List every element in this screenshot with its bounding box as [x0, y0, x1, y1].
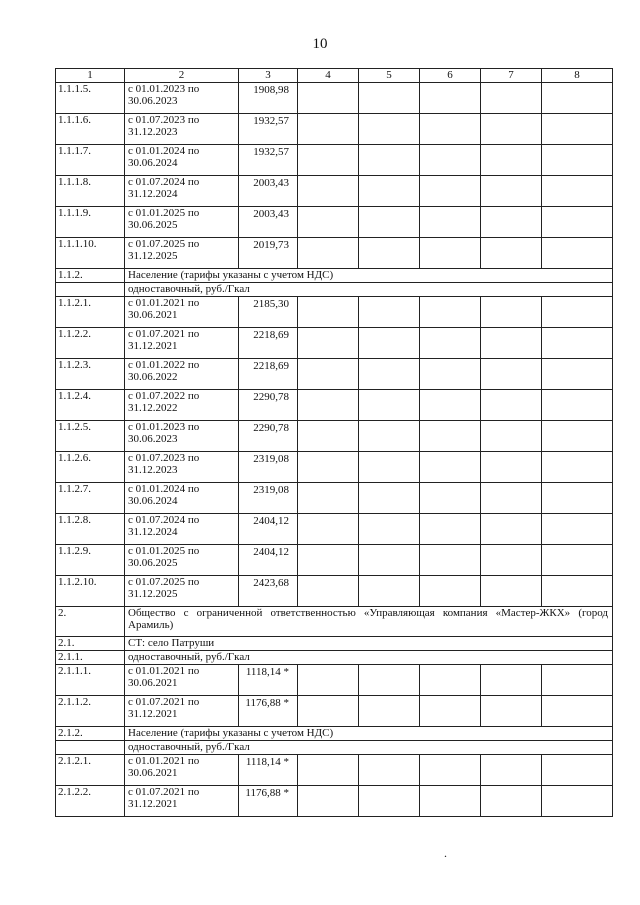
row-empty-cell-7 [481, 328, 542, 359]
table-header-row [56, 69, 613, 83]
row-empty-cell-5 [359, 114, 420, 145]
row-number: 2.1.1.2. [56, 696, 125, 727]
row-number: 1.1.1.10. [56, 238, 125, 269]
row-number: 1.1.1.8. [56, 176, 125, 207]
row-empty-cell-5 [359, 145, 420, 176]
row-empty-cell-4 [298, 452, 359, 483]
row-empty-cell-8 [542, 755, 613, 786]
row-period: с 01.01.2023 по 30.06.2023 [125, 421, 239, 452]
row-number: 1.1.2.3. [56, 359, 125, 390]
section-title: Население (тарифы указаны с учетом НДС) [125, 727, 613, 741]
row-empty-cell-5 [359, 297, 420, 328]
row-empty-cell-4 [298, 514, 359, 545]
row-empty-cell-4 [298, 665, 359, 696]
section-title: одноставочный, руб./Гкал [125, 651, 613, 665]
row-empty-cell-8 [542, 514, 613, 545]
row-empty-cell-4 [298, 207, 359, 238]
row-empty-cell-6 [420, 696, 481, 727]
row-empty-cell-6 [420, 359, 481, 390]
row-value: 1932,57 [239, 114, 298, 145]
row-empty-cell-8 [542, 297, 613, 328]
row-period: с 01.07.2021 по 31.12.2021 [125, 696, 239, 727]
section-row [56, 269, 613, 283]
row-empty-cell-5 [359, 238, 420, 269]
row-empty-cell-6 [420, 83, 481, 114]
stray-mark: . [444, 846, 447, 860]
row-number: 1.1.1.6. [56, 114, 125, 145]
table-row [56, 483, 613, 514]
row-empty-cell-5 [359, 390, 420, 421]
row-period: с 01.01.2025 по 30.06.2025 [125, 545, 239, 576]
row-empty-cell-8 [542, 359, 613, 390]
table-row [56, 359, 613, 390]
row-empty-cell-6 [420, 545, 481, 576]
row-empty-cell-4 [298, 238, 359, 269]
row-number: 1.1.2.8. [56, 514, 125, 545]
row-empty-cell-8 [542, 176, 613, 207]
row-value: 2404,12 [239, 514, 298, 545]
row-empty-cell-4 [298, 83, 359, 114]
row-value: 2185,30 [239, 297, 298, 328]
section-row [56, 727, 613, 741]
row-empty-cell-7 [481, 576, 542, 607]
row-value: 2404,12 [239, 545, 298, 576]
subsection-title: одноставочный, руб./Гкал [125, 283, 613, 297]
column-header-5: 5 [359, 69, 420, 83]
row-period: с 01.01.2021 по 30.06.2021 [125, 297, 239, 328]
row-period: с 01.01.2024 по 30.06.2024 [125, 483, 239, 514]
row-period: с 01.01.2024 по 30.06.2024 [125, 145, 239, 176]
subsection-row [56, 741, 613, 755]
row-period: с 01.07.2025 по 31.12.2025 [125, 576, 239, 607]
row-value: 2218,69 [239, 359, 298, 390]
row-empty-cell-6 [420, 238, 481, 269]
row-empty-cell-5 [359, 545, 420, 576]
row-number: 1.1.1.9. [56, 207, 125, 238]
row-empty-cell-4 [298, 696, 359, 727]
row-empty-cell-4 [298, 328, 359, 359]
row-period: с 01.07.2025 по 31.12.2025 [125, 238, 239, 269]
row-empty-cell-5 [359, 514, 420, 545]
row-empty-cell-6 [420, 452, 481, 483]
row-number: 2.1.2.2. [56, 786, 125, 817]
row-number: 1.1.2.1. [56, 297, 125, 328]
row-value: 2003,43 [239, 207, 298, 238]
row-empty-cell-7 [481, 114, 542, 145]
tariff-table [55, 68, 613, 817]
subsection-row [56, 283, 613, 297]
row-empty-cell-5 [359, 483, 420, 514]
row-empty-cell-4 [298, 755, 359, 786]
row-empty-cell-6 [420, 390, 481, 421]
row-empty-cell-8 [542, 696, 613, 727]
row-number: 1.1.2.10. [56, 576, 125, 607]
row-empty-cell-4 [298, 359, 359, 390]
row-empty-cell-7 [481, 421, 542, 452]
table-row [56, 545, 613, 576]
row-empty-cell-8 [542, 83, 613, 114]
organization-row [56, 607, 613, 637]
row-empty-cell-7 [481, 83, 542, 114]
table-row [56, 114, 613, 145]
section-number: 2.1.2. [56, 727, 125, 741]
row-empty-cell-6 [420, 207, 481, 238]
table-row [56, 421, 613, 452]
row-period: с 01.07.2024 по 31.12.2024 [125, 514, 239, 545]
row-empty-cell-6 [420, 514, 481, 545]
column-header-4: 4 [298, 69, 359, 83]
row-empty-cell-8 [542, 786, 613, 817]
row-number: 1.1.2.7. [56, 483, 125, 514]
row-value: 2319,08 [239, 452, 298, 483]
table-row [56, 297, 613, 328]
row-period: с 01.01.2022 по 30.06.2022 [125, 359, 239, 390]
row-empty-cell-7 [481, 359, 542, 390]
row-empty-cell-6 [420, 176, 481, 207]
row-empty-cell-8 [542, 452, 613, 483]
row-number: 1.1.2.9. [56, 545, 125, 576]
section-row [56, 651, 613, 665]
row-empty-cell-8 [542, 483, 613, 514]
table-row [56, 390, 613, 421]
row-empty-cell-7 [481, 238, 542, 269]
row-value: 1176,88 * [239, 786, 298, 817]
row-value: 1118,14 * [239, 665, 298, 696]
organization-name: Общество с ограниченной ответственностью «Управляющая компания «Мастер-ЖКХ» (город Арамиль) [125, 607, 613, 637]
row-empty-cell-7 [481, 786, 542, 817]
row-empty-cell-6 [420, 576, 481, 607]
row-period: с 01.07.2023 по 31.12.2023 [125, 452, 239, 483]
row-empty-cell-4 [298, 176, 359, 207]
row-empty-cell-4 [298, 545, 359, 576]
row-empty-cell-7 [481, 145, 542, 176]
table-row [56, 786, 613, 817]
row-empty-cell-8 [542, 390, 613, 421]
column-header-1: 1 [56, 69, 125, 83]
column-header-7: 7 [481, 69, 542, 83]
row-period: с 01.07.2024 по 31.12.2024 [125, 176, 239, 207]
row-value: 2218,69 [239, 328, 298, 359]
section-title: СТ: село Патруши [125, 637, 613, 651]
row-empty-cell-7 [481, 207, 542, 238]
row-empty-cell-6 [420, 297, 481, 328]
row-empty-cell-8 [542, 145, 613, 176]
section-title: Население (тарифы указаны с учетом НДС) [125, 269, 613, 283]
row-number: 1.1.2.6. [56, 452, 125, 483]
row-period: с 01.07.2022 по 31.12.2022 [125, 390, 239, 421]
row-empty-cell-7 [481, 514, 542, 545]
row-empty-cell-5 [359, 576, 420, 607]
row-period: с 01.07.2021 по 31.12.2021 [125, 786, 239, 817]
row-number: 2.1.1.1. [56, 665, 125, 696]
column-header-3: 3 [239, 69, 298, 83]
row-empty-cell-4 [298, 390, 359, 421]
row-empty-cell-7 [481, 483, 542, 514]
row-empty-cell-6 [420, 145, 481, 176]
row-value: 1118,14 * [239, 755, 298, 786]
row-empty-cell-4 [298, 145, 359, 176]
subsection-title: одноставочный, руб./Гкал [125, 741, 613, 755]
row-empty-cell-5 [359, 786, 420, 817]
table-row [56, 83, 613, 114]
row-value: 1176,88 * [239, 696, 298, 727]
row-number: 1.1.2.2. [56, 328, 125, 359]
row-number: 1.1.2.5. [56, 421, 125, 452]
row-empty-cell-4 [298, 576, 359, 607]
row-period: с 01.01.2025 по 30.06.2025 [125, 207, 239, 238]
table-row [56, 328, 613, 359]
row-value: 2290,78 [239, 421, 298, 452]
row-number: 1.1.1.5. [56, 83, 125, 114]
section-number: 2.1.1. [56, 651, 125, 665]
row-empty-cell-8 [542, 114, 613, 145]
page-number: 10 [312, 36, 328, 52]
row-empty-cell-5 [359, 83, 420, 114]
row-empty-cell-5 [359, 421, 420, 452]
row-empty-cell-8 [542, 238, 613, 269]
row-empty-cell-6 [420, 755, 481, 786]
section-row [56, 637, 613, 651]
row-empty-cell-7 [481, 665, 542, 696]
column-header-6: 6 [420, 69, 481, 83]
table-row [56, 452, 613, 483]
row-empty-cell-5 [359, 452, 420, 483]
row-period: с 01.01.2021 по 30.06.2021 [125, 755, 239, 786]
row-empty-cell-7 [481, 696, 542, 727]
table-row [56, 238, 613, 269]
row-empty-cell-6 [420, 114, 481, 145]
row-empty-cell-5 [359, 755, 420, 786]
table-row [56, 514, 613, 545]
row-empty-cell-4 [298, 297, 359, 328]
row-empty-cell-7 [481, 452, 542, 483]
row-value: 2019,73 [239, 238, 298, 269]
row-empty-cell-6 [420, 483, 481, 514]
row-empty-cell-8 [542, 665, 613, 696]
row-empty-cell-6 [420, 421, 481, 452]
row-empty-cell-5 [359, 328, 420, 359]
row-value: 1908,98 [239, 83, 298, 114]
subsection-number-empty [56, 283, 125, 297]
row-value: 2003,43 [239, 176, 298, 207]
column-header-8: 8 [542, 69, 613, 83]
subsection-number-empty [56, 741, 125, 755]
section-number: 1.1.2. [56, 269, 125, 283]
row-empty-cell-4 [298, 483, 359, 514]
row-empty-cell-7 [481, 390, 542, 421]
row-empty-cell-5 [359, 176, 420, 207]
row-period: с 01.01.2021 по 30.06.2021 [125, 665, 239, 696]
row-empty-cell-6 [420, 665, 481, 696]
row-empty-cell-7 [481, 545, 542, 576]
table-row [56, 176, 613, 207]
table-row [56, 696, 613, 727]
organization-number: 2. [56, 607, 125, 637]
table-row [56, 576, 613, 607]
row-number: 2.1.2.1. [56, 755, 125, 786]
row-empty-cell-8 [542, 421, 613, 452]
row-value: 1932,57 [239, 145, 298, 176]
row-empty-cell-7 [481, 176, 542, 207]
section-number: 2.1. [56, 637, 125, 651]
row-empty-cell-4 [298, 421, 359, 452]
column-header-2: 2 [125, 69, 239, 83]
row-empty-cell-6 [420, 328, 481, 359]
row-empty-cell-8 [542, 328, 613, 359]
table-row [56, 755, 613, 786]
row-period: с 01.01.2023 по 30.06.2023 [125, 83, 239, 114]
table-row [56, 207, 613, 238]
row-empty-cell-8 [542, 207, 613, 238]
row-empty-cell-8 [542, 545, 613, 576]
row-number: 1.1.1.7. [56, 145, 125, 176]
row-empty-cell-5 [359, 359, 420, 390]
row-empty-cell-6 [420, 786, 481, 817]
row-empty-cell-4 [298, 114, 359, 145]
row-empty-cell-5 [359, 696, 420, 727]
row-period: с 01.07.2023 по 31.12.2023 [125, 114, 239, 145]
table-row [56, 145, 613, 176]
row-value: 2423,68 [239, 576, 298, 607]
row-empty-cell-7 [481, 297, 542, 328]
row-empty-cell-7 [481, 755, 542, 786]
row-value: 2319,08 [239, 483, 298, 514]
row-empty-cell-5 [359, 665, 420, 696]
row-empty-cell-4 [298, 786, 359, 817]
row-period: с 01.07.2021 по 31.12.2021 [125, 328, 239, 359]
row-empty-cell-8 [542, 576, 613, 607]
row-value: 2290,78 [239, 390, 298, 421]
row-empty-cell-5 [359, 207, 420, 238]
row-number: 1.1.2.4. [56, 390, 125, 421]
table-row [56, 665, 613, 696]
